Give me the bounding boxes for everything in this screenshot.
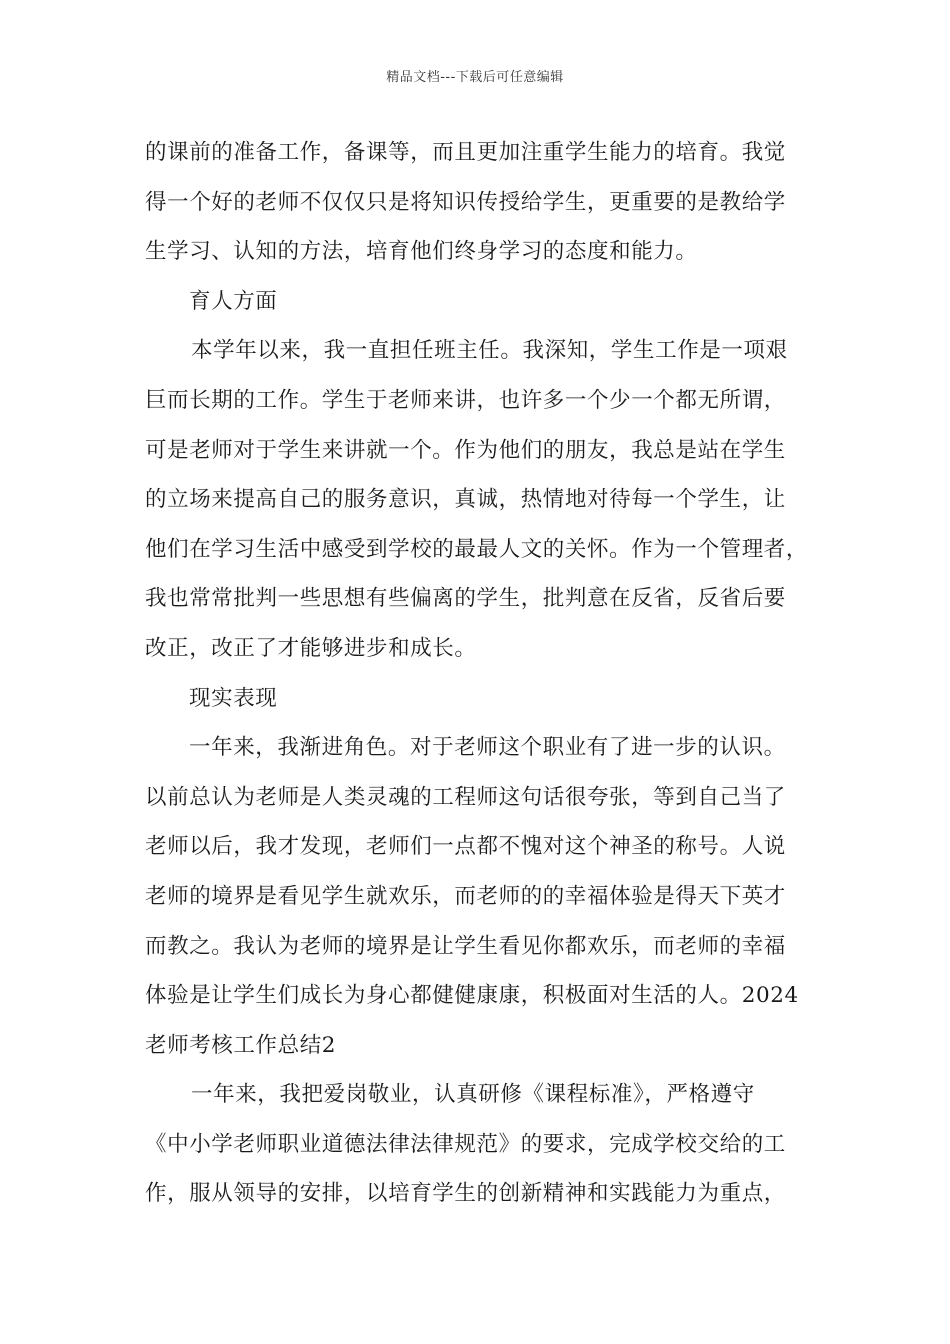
text-line: 得一个好的老师不仅仅只是将知识传授给学生，更重要的是教给学 <box>145 189 786 215</box>
text-line: 改正，改正了才能够进步和成长。 <box>145 635 477 661</box>
section-heading: 育人方面 <box>189 288 278 314</box>
text-line: 的课前的准备工作，备课等，而且更加注重学生能力的培育。我觉 <box>145 140 786 165</box>
document-body <box>145 128 810 1219</box>
text-line: 一年来，我把爱岗敬业，认真研修《课程标准》，严格遵守 <box>191 1082 755 1108</box>
text-line: 的立场来提高自己的服务意识，真诚，热情地对待每一个学生，让 <box>145 487 786 513</box>
text-line: 他们在学习生活中感受到学校的最最人文的关怀。作为一个管理者， <box>145 536 809 562</box>
text-line: 老师的境界是看见学生就欢乐，而老师的的幸福体验是得天下英才 <box>145 883 786 909</box>
text-line: 可是老师对于学生来讲就一个。作为他们的朋友，我总是站在学生 <box>145 437 786 463</box>
text-line: 以前总认为老师是人类灵魂的工程师这句话很夸张，等到自己当了 <box>145 784 786 810</box>
text-line: 一年来，我渐进角色。对于老师这个职业有了进一步的认识。 <box>189 735 786 761</box>
section-heading: 现实表现 <box>189 685 278 711</box>
text-line: 巨而长期的工作。学生于老师来讲，也许多一个少一个都无所谓， <box>145 387 786 413</box>
text-line: 生学习、认知的方法，培育他们终身学习的态度和能力。 <box>145 239 698 265</box>
section-title: 老师考核工作总结2 <box>145 1032 337 1058</box>
page-header: 精品文档---下载后可任意编辑 <box>386 70 564 85</box>
text-line: 老师以后，我才发现，老师们一点都不愧对这个神圣的称号。人说 <box>145 834 786 860</box>
text-line: 而教之。我认为老师的境界是让学生看见你都欢乐，而老师的幸福 <box>145 933 786 959</box>
text-line: 体验是让学生们成长为身心都健健康康，积极面对生活的人。2024 <box>145 983 799 1009</box>
text-line: 作，服从领导的安排，以培育学生的创新精神和实践能力为重点， <box>145 1181 786 1207</box>
text-line: 本学年以来，我一直担任班主任。我深知，学生工作是一项艰 <box>191 338 788 364</box>
text-line: 《中小学老师职业道德法律法律规范》的要求，完成学校交给的工 <box>145 1131 786 1157</box>
text-line: 我也常常批判一些思想有些偏离的学生，批判意在反省，反省后要 <box>145 586 786 612</box>
